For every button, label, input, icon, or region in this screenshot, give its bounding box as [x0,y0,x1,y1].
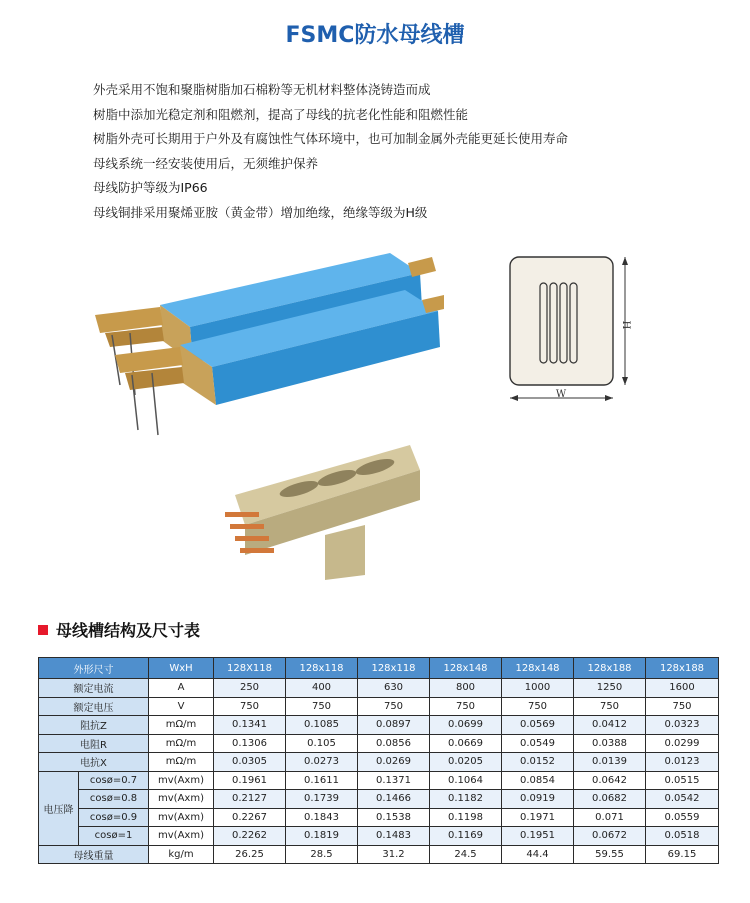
header-cell: 128x148 [430,658,502,679]
table-row [39,790,719,809]
spec-table [38,657,719,864]
table-cell: 0.0388 [574,734,646,753]
table-row [39,679,719,698]
table-cell: 0.1483 [358,827,430,846]
row-unit: mΩ/m [149,716,214,735]
table-cell: 1600 [646,679,719,698]
table-cell: 0.0854 [502,771,574,790]
feature-item: 树脂外壳可长期用于户外及有腐蚀性气体环境中，也可加制金属外壳能更延长使用寿命 [93,131,569,146]
table-cell: 750 [214,697,286,716]
feature-list [93,78,568,225]
busbar-product-image [60,245,445,445]
row-unit: mΩ/m [149,734,214,753]
table-cell: 0.0699 [430,716,502,735]
table-cell: 0.1843 [286,808,358,827]
table-cell: 0.0559 [646,808,719,827]
row-label: 额定电流 [39,679,149,698]
table-cell: 0.1611 [286,771,358,790]
table-cell: 0.1306 [214,734,286,753]
header-unit: WxH [149,658,214,679]
table-cell: 0.0897 [358,716,430,735]
table-cell: 0.1341 [214,716,286,735]
table-cell: 0.1739 [286,790,358,809]
feature-item: 母线铜排采用聚烯亚胺（黄金带）增加绝缘，绝缘等级为H级 [93,204,428,220]
table-cell: 1000 [502,679,574,698]
feature-item: 母线防护等级为IP66 [93,180,208,195]
cross-section-diagram [495,243,640,408]
table-cell: 750 [430,697,502,716]
row-sublabel: cosø=0.9 [79,808,149,827]
table-cell: 0.0919 [502,790,574,809]
table-cell: 0.0123 [646,753,719,772]
header-cell: 128x188 [646,658,719,679]
width-label: W [555,389,567,400]
table-cell: 0.0549 [502,734,574,753]
table-cell: 0.1064 [430,771,502,790]
row-unit: A [149,679,214,698]
table-cell: 0.0305 [214,753,286,772]
table-cell: 750 [646,697,719,716]
table-cell: 0.1961 [214,771,286,790]
table-cell: 750 [574,697,646,716]
table-cell: 44.4 [502,845,574,864]
voltage-drop-label: 电压降 [39,771,79,845]
row-label: 母线重量 [39,845,149,864]
table-header-row [39,658,719,679]
table-cell: 0.0569 [502,716,574,735]
table-cell: 0.0412 [574,716,646,735]
table-cell: 0.1198 [430,808,502,827]
row-sublabel: cosø=0.7 [79,771,149,790]
table-cell: 0.0669 [430,734,502,753]
table-cell: 0.1169 [430,827,502,846]
table-cell: 0.1971 [502,808,574,827]
table-cell: 0.0323 [646,716,719,735]
table-row [39,771,719,790]
page-title: FSMC防水母线槽 [285,23,465,48]
table-cell: 0.0682 [574,790,646,809]
table-cell: 0.1466 [358,790,430,809]
table-cell: 0.1951 [502,827,574,846]
row-unit: mv(Axm) [149,771,214,790]
table-cell: 0.0139 [574,753,646,772]
row-unit: mv(Axm) [149,790,214,809]
row-label: 阻抗Z [39,716,149,735]
table-cell: 0.0542 [646,790,719,809]
height-label: H [620,320,631,330]
table-cell: 0.0269 [358,753,430,772]
table-cell: 1250 [574,679,646,698]
header-cell: 128x118 [286,658,358,679]
row-unit: mΩ/m [149,753,214,772]
row-label: 电阻R [39,734,149,753]
table-cell: 59.55 [574,845,646,864]
table-cell: 0.0152 [502,753,574,772]
table-cell: 69.15 [646,845,719,864]
table-cell: 0.2267 [214,808,286,827]
table-cell: 24.5 [430,845,502,864]
table-cell: 0.0518 [646,827,719,846]
row-sublabel: cosø=1 [79,827,149,846]
header-cell: 128x148 [502,658,574,679]
feature-item: 外壳采用不饱和聚脂树脂加石棉粉等无机材料整体浇铸造而成 [93,82,431,97]
table-cell: 0.2127 [214,790,286,809]
table-row [39,845,719,864]
busbar-conductor-image [225,440,425,580]
table-cell: 630 [358,679,430,698]
table-cell: 0.0672 [574,827,646,846]
row-unit: mv(Axm) [149,827,214,846]
row-unit: kg/m [149,845,214,864]
table-cell: 0.1182 [430,790,502,809]
table-cell: 0.0299 [646,734,719,753]
table-cell: 800 [430,679,502,698]
row-sublabel: cosø=0.8 [79,790,149,809]
table-cell: 750 [286,697,358,716]
table-cell: 750 [502,697,574,716]
feature-item: 树脂中添加光稳定剂和阻燃剂，提高了母线的抗老化性能和阻燃性能 [93,106,469,122]
table-cell: 250 [214,679,286,698]
table-cell: 0.1371 [358,771,430,790]
section-title [38,618,200,641]
table-cell: 0.1085 [286,716,358,735]
table-row [39,808,719,827]
table-cell: 26.25 [214,845,286,864]
table-row [39,734,719,753]
table-row [39,697,719,716]
table-row [39,827,719,846]
table-cell: 31.2 [358,845,430,864]
table-cell: 0.2262 [214,827,286,846]
row-unit: mv(Axm) [149,808,214,827]
table-cell: 400 [286,679,358,698]
table-cell: 0.0273 [286,753,358,772]
table-cell: 0.0205 [430,753,502,772]
table-row [39,753,719,772]
section-title-text: 母线槽结构及尺寸表 [56,621,201,640]
table-cell: 0.0642 [574,771,646,790]
feature-item: 母线系统一经安装使用后，无须维护保养 [93,155,319,171]
row-unit: V [149,697,214,716]
table-cell: 0.1819 [286,827,358,846]
table-cell: 0.105 [286,734,358,753]
header-cell: 128x118 [358,658,430,679]
table-cell: 0.071 [574,808,646,827]
row-label: 额定电压 [39,697,149,716]
header-cell: 128x188 [574,658,646,679]
header-cell: 128X118 [214,658,286,679]
row-label: 电抗X [39,753,149,772]
header-label: 外形尺寸 [39,658,149,679]
table-cell: 0.0856 [358,734,430,753]
red-square-icon [38,625,48,635]
table-cell: 0.1538 [358,808,430,827]
table-cell: 0.0515 [646,771,719,790]
table-row [39,716,719,735]
table-cell: 28.5 [286,845,358,864]
table-cell: 750 [358,697,430,716]
